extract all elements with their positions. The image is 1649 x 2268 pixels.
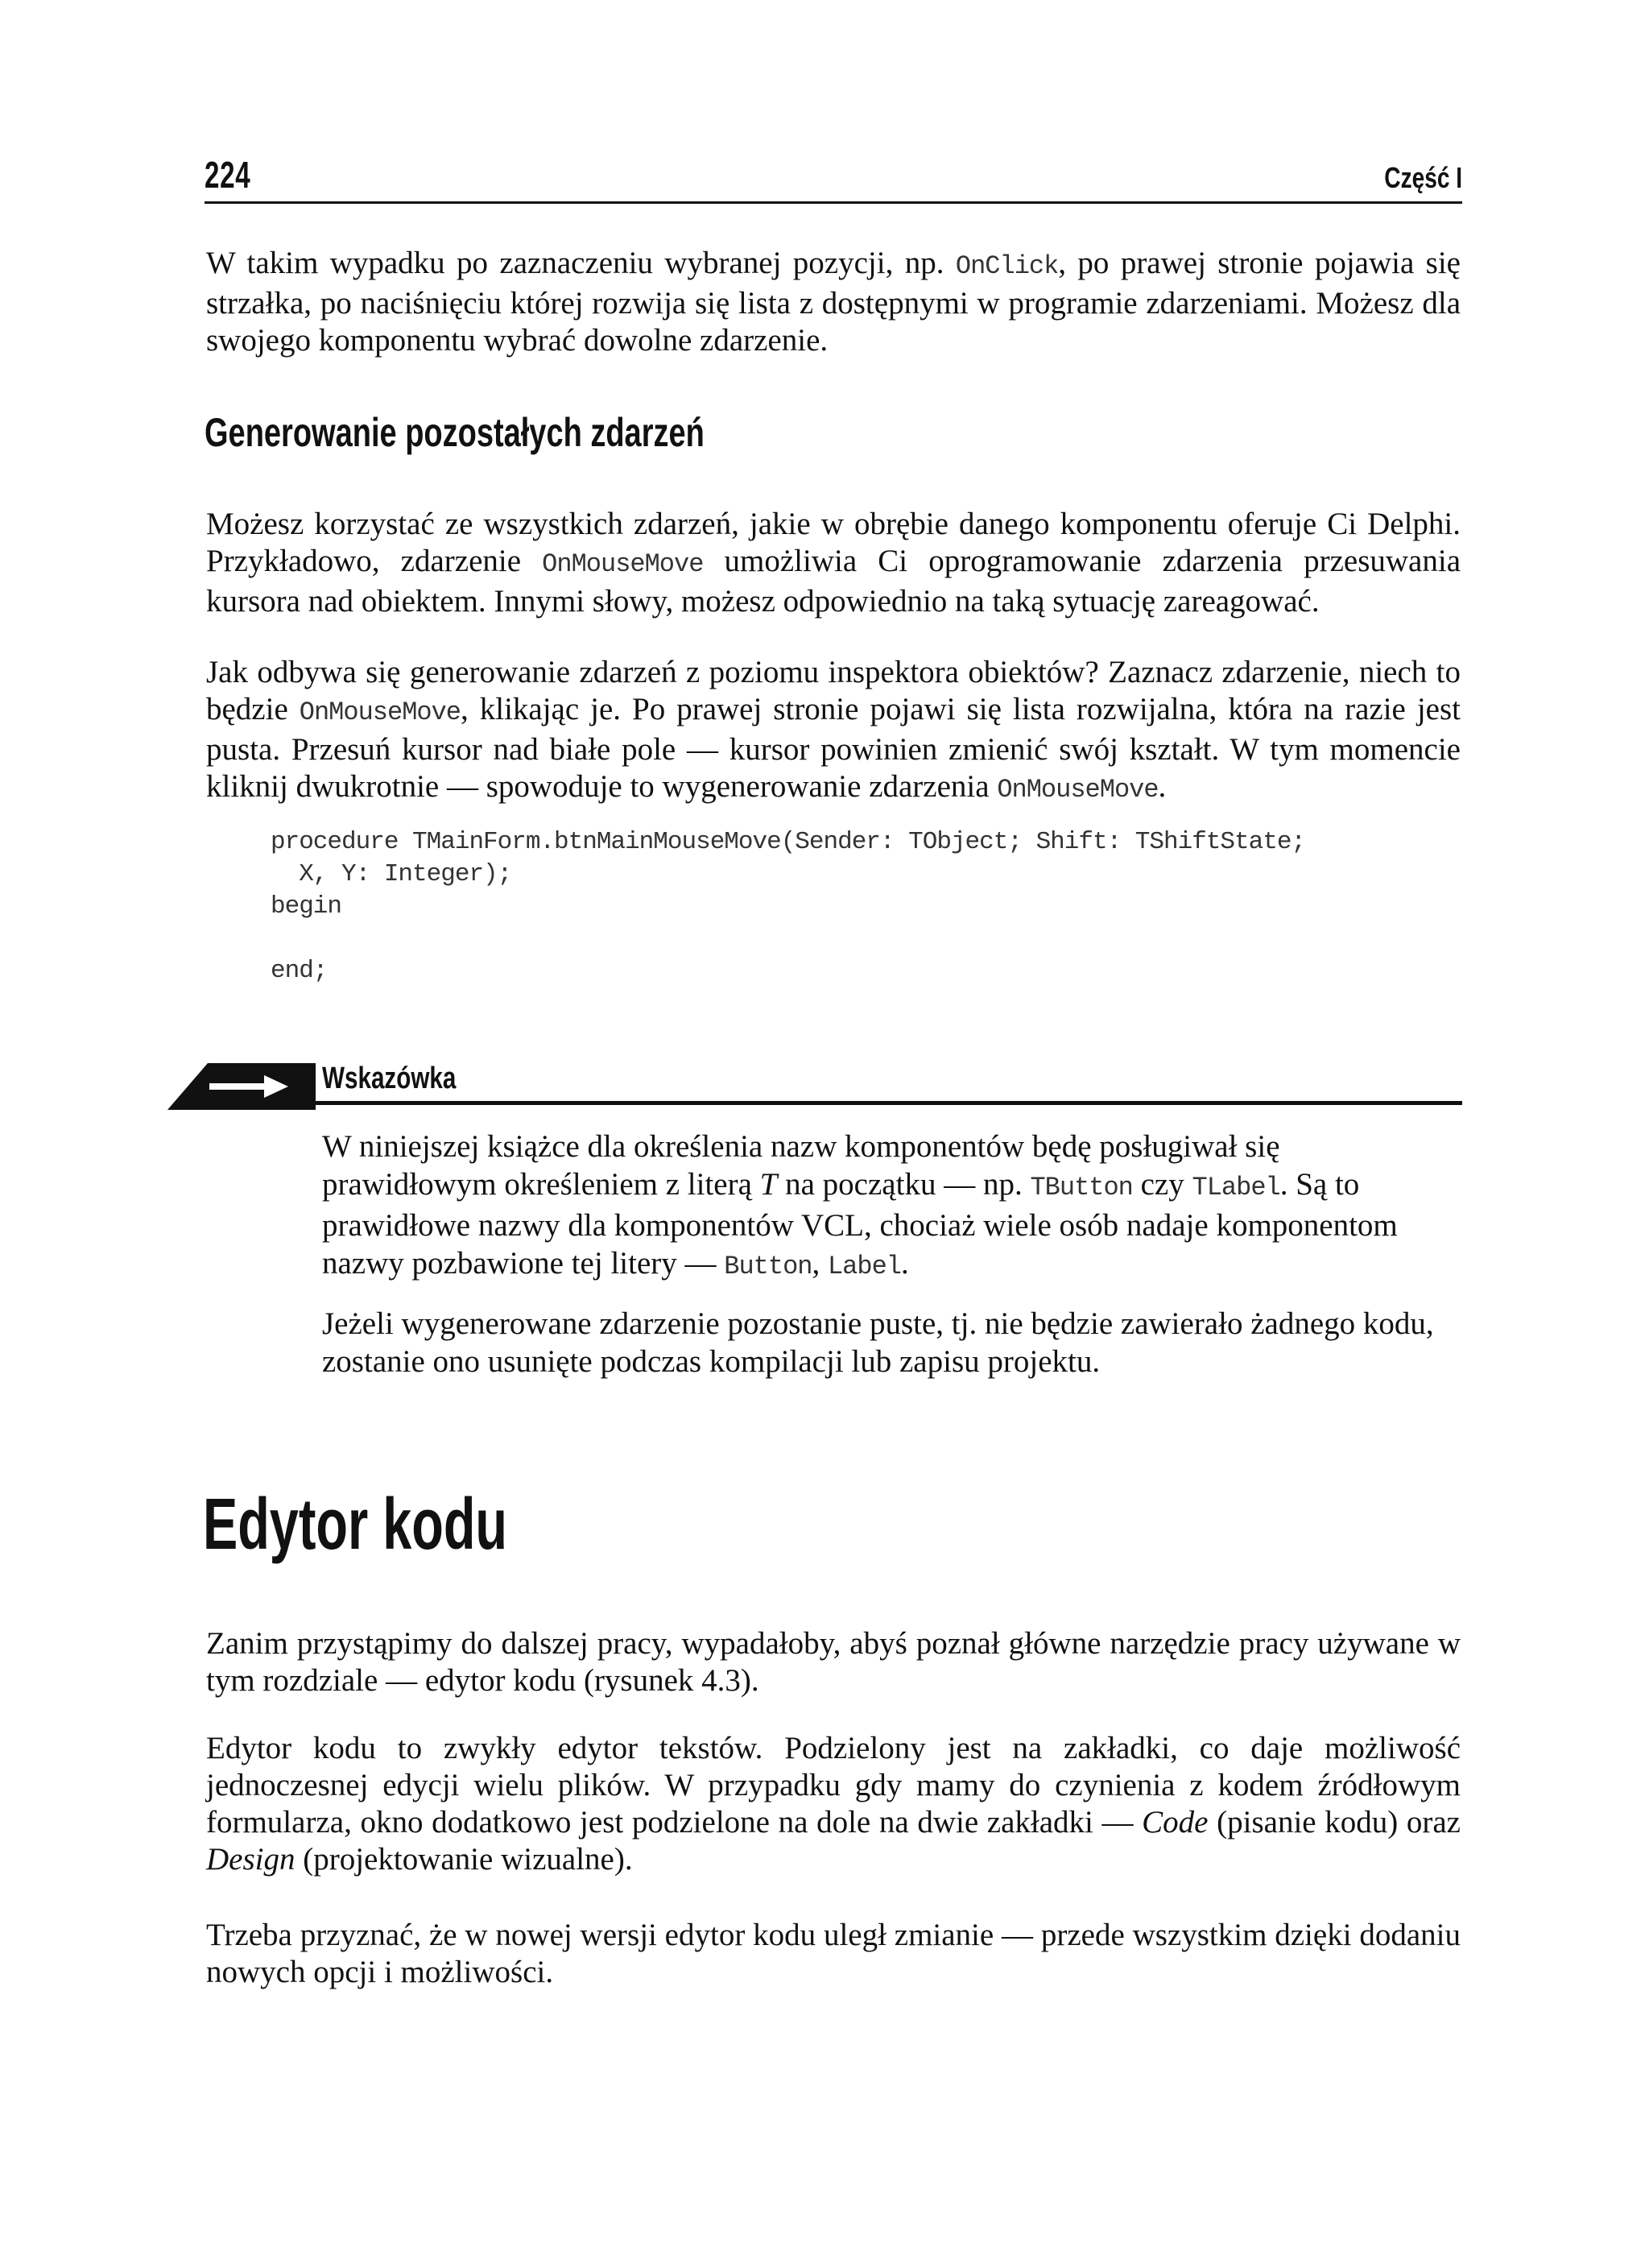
code-inline: OnClick xyxy=(955,251,1059,281)
paragraph-editor-tabs: Edytor kodu to zwykły edytor tekstów. Podzielony jest na zakładki, co daje możliwość jednoczesnej edycji wielu plików. W przypadku gdy mamy do czynienia z kodem źródłowym formularza, okno dodatkowo jest podzielone na dole na dwie zakładki — Code (pisanie kodu) oraz Design (projektowanie wizualne). xyxy=(206,1731,1461,1877)
paragraph-intro: W takim wypadku po zaznaczeniu wybranej pozycji, np. OnClick, po prawej stronie pojawia się strzałka, po naciśnięciu której rozwija się lista z dostępnymi w programie zdarzeniami. Możesz dla swojego komponentu wybrać dowolne zdarzenie. xyxy=(206,246,1461,358)
tip-rule xyxy=(316,1101,1462,1105)
code-inline: OnMouseMove xyxy=(542,549,704,579)
page-header xyxy=(205,150,1462,204)
code-block: procedure TMainForm.btnMainMouseMove(Sender: TObject; Shift: TShiftState; X, Y: Integer); begin end; xyxy=(271,828,1306,985)
chapter-heading: Edytor kodu xyxy=(203,1484,508,1565)
tip-label: Wskazówka xyxy=(322,1062,457,1095)
code-inline: OnMouseMove xyxy=(997,775,1159,805)
code-inline: Label xyxy=(827,1252,901,1281)
paragraph-editor-intro: Zanim przystąpimy do dalszej pracy, wypadałoby, abyś poznał główne narzędzie pracy używane w tym rozdziale — edytor kodu (rysunek 4.3). xyxy=(206,1626,1461,1698)
code-inline: Button xyxy=(724,1252,812,1281)
section-heading: Generowanie pozostałych zdarzeń xyxy=(205,410,705,455)
running-head: Część I xyxy=(1384,161,1462,194)
paragraph-new-version: Trzeba przyznać, że w nowej wersji edytor kodu uległ zmianie — przede wszystkim dzięki dodaniu nowych opcji i możliwości. xyxy=(206,1918,1461,1989)
code-inline: TLabel xyxy=(1192,1173,1280,1202)
code-inline: TButton xyxy=(1030,1173,1133,1202)
arrow-right-icon xyxy=(167,1062,316,1111)
paragraph-events: Możesz korzystać ze wszystkich zdarzeń, jakie w obrębie danego komponentu oferuje Ci Delphi. Przykładowo, zdarzenie OnMouseMove umożliwia Ci oprogramowanie zdarzenia przesuwania kursora nad obiektem. Innymi słowy, możesz odpowiednio na taką sytuację zareagować. xyxy=(206,507,1461,619)
paragraph-generation: Jak odbywa się generowanie zdarzeń z poziomu inspektora obiektów? Zaznacz zdarzenie, niech to będzie OnMouseMove, klikając je. Po prawej stronie pojawi się lista rozwijalna, która na razie jest pusta. Przesuń kursor nad białe pole — kursor powinien zmienić swój kształt. W tym momencie kliknij dwukrotnie — spowoduje to wygenerowanie zdarzenia OnMouseMove. xyxy=(206,655,1461,805)
page-number: 224 xyxy=(205,154,251,196)
tip-paragraph: W niniejszej książce dla określenia nazw komponentów będę posługiwał się prawidłowym określeniem z literą T na początku — np. TButton czy TLabel. Są to prawidłowe nazwy dla komponentów VCL, chociaż wiele osób nadaje komponentom nazwy pozbawione tej litery — Button, Label. xyxy=(322,1129,1398,1281)
tip-paragraph: Jeżeli wygenerowane zdarzenie pozostanie puste, tj. nie będzie zawierało żadnego kodu, zostanie ono usunięte podczas kompilacji lub zapisu projektu. xyxy=(322,1306,1434,1379)
code-inline: OnMouseMove xyxy=(299,697,461,727)
